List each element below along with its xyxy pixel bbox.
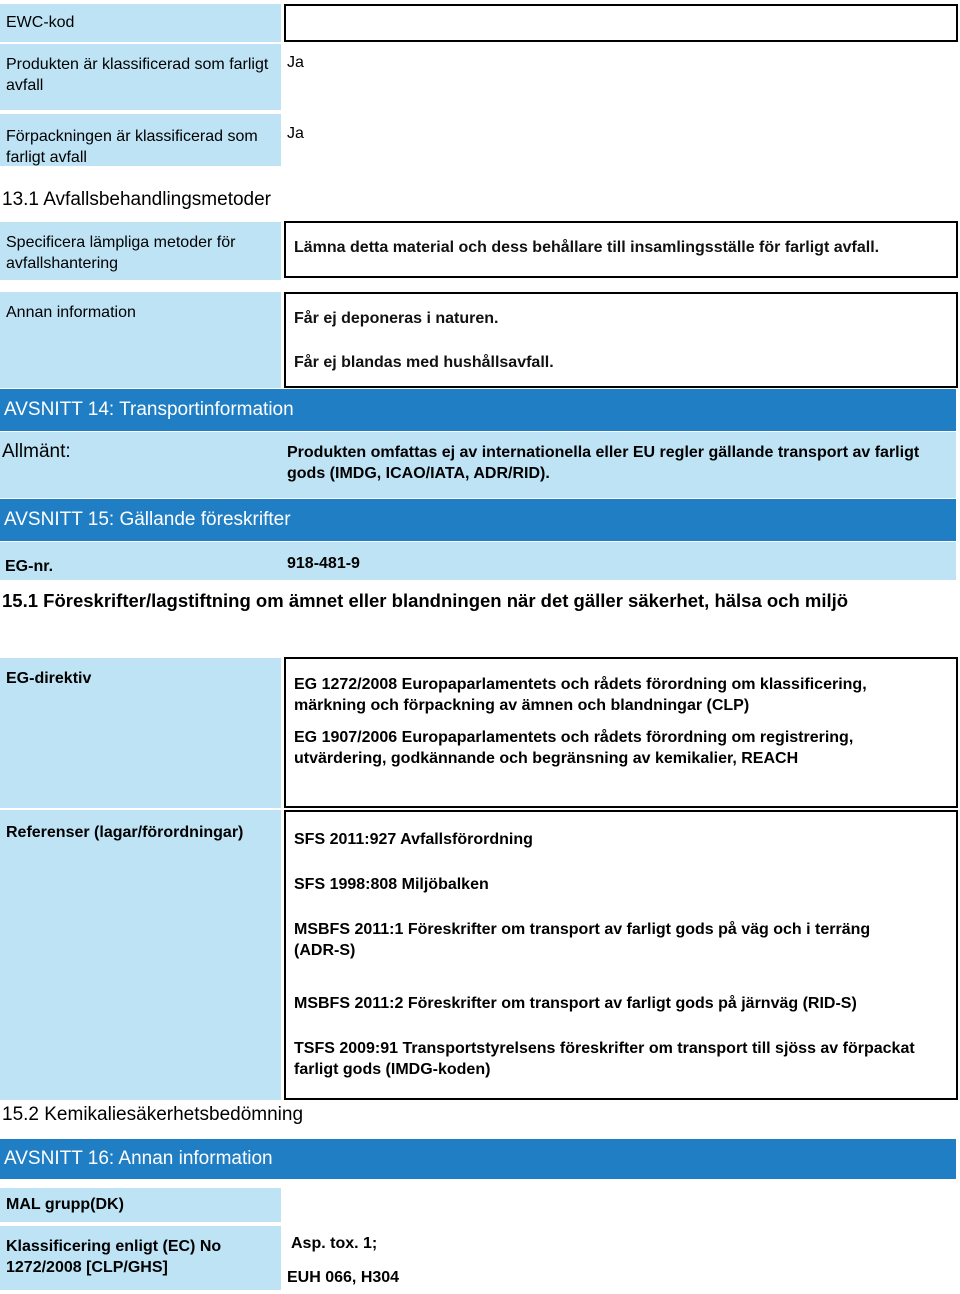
directive-clp: EG 1272/2008 Europaparlamentets och rådets förordning om klassificering, märkning och förpackning av ämnen och blandningar (CLP) (294, 676, 867, 714)
product-hazardous-label: Produkten är klassificerad som farligt avfall (0, 44, 281, 110)
heading-13-1: 13.1 Avfallsbehandlingsmetoder (2, 189, 272, 210)
transport-general-label: Allmänt: (2, 441, 71, 462)
references-field (284, 810, 958, 1100)
other-info-value-1: Får ej deponeras i naturen. (294, 310, 499, 327)
reference-tsfs-2009-91: TSFS 2009:91 Transportstyrelsens föreskrifter om transport till sjöss av förpackat farligt gods (IMDG-koden) (294, 1040, 915, 1078)
disposal-methods-field (284, 221, 958, 278)
eg-number-value: 918-481-9 (287, 555, 360, 572)
other-info-field (284, 292, 958, 388)
disposal-methods-value: Lämna detta material och dess behållare till insamlingsställe för farligt avfall. (294, 239, 880, 256)
other-info-value-2: Får ej blandas med hushållsavfall. (294, 354, 554, 371)
mal-group-label: MAL grupp(DK) (0, 1188, 281, 1222)
classification-value-asp-tox: Asp. tox. 1; (291, 1235, 378, 1252)
reference-sfs-2011-927: SFS 2011:927 Avfallsförordning (294, 831, 533, 848)
eg-directive-field (284, 657, 958, 808)
section-16-header: AVSNITT 16: Annan information (0, 1139, 956, 1179)
section-14-header: AVSNITT 14: Transportinformation (0, 389, 956, 431)
other-info-label: Annan information (0, 292, 281, 388)
packaging-hazardous-label: Förpackningen är klassificerad som farligt avfall (0, 114, 281, 166)
eg-number-row (0, 542, 956, 580)
reference-msbfs-2011-2: MSBFS 2011:2 Föreskrifter om transport av farligt gods på järnväg (RID-S) (294, 995, 857, 1012)
ewc-label: EWC-kod (0, 4, 281, 42)
product-hazardous-value: Ja (287, 54, 304, 71)
transport-general-value: Produkten omfattas ej av internationella eller EU regler gällande transport av farligt gods (IMDG, ICAO/IATA, ADR/RID). (287, 444, 920, 482)
reference-sfs-1998-808: SFS 1998:808 Miljöbalken (294, 876, 489, 893)
eg-directive-label: EG-direktiv (0, 658, 281, 808)
section-15-header: AVSNITT 15: Gällande föreskrifter (0, 499, 956, 541)
classification-label: Klassificering enligt (EC) No 1272/2008 [CLP/GHS] (0, 1226, 281, 1290)
reference-msbfs-2011-1: MSBFS 2011:1 Föreskrifter om transport av farligt gods på väg och i terräng (ADR-S) (294, 921, 871, 959)
heading-15-1: 15.1 Föreskrifter/lagstiftning om ämnet eller blandningen när det gäller säkerhet, hälsa och miljö (2, 590, 849, 611)
heading-15-2: 15.2 Kemikaliesäkerhetsbedömning (2, 1104, 304, 1125)
references-label: Referenser (lagar/förordningar) (0, 810, 281, 1100)
packaging-hazardous-value: Ja (287, 125, 304, 142)
directive-reach: EG 1907/2006 Europaparlamentets och rådets förordning om registrering, utvärdering, godkännande och begränsning av kemikalier, REACH (294, 729, 854, 767)
eg-number-label: EG-nr. (5, 558, 54, 575)
ewc-value-field (284, 4, 958, 42)
disposal-methods-label: Specificera lämpliga metoder för avfallshantering (0, 222, 281, 280)
classification-value-euh: EUH 066, H304 (287, 1269, 400, 1286)
